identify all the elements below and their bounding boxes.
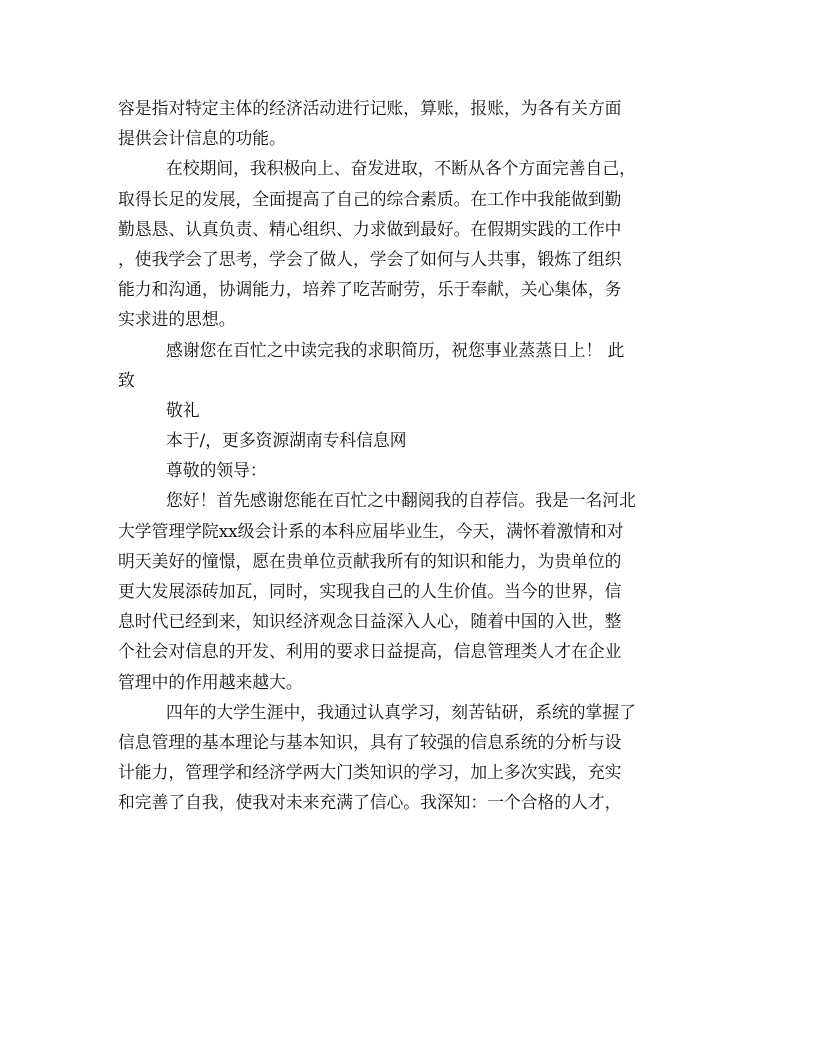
text-line: 您好！首先感谢您能在百忙之中翻阅我的自荐信。我是一名河北 xyxy=(166,490,636,511)
document-body xyxy=(118,93,698,818)
text-line: 容是指对特定主体的经济活动进行记账，算账，报账，为各有关方面 xyxy=(118,98,622,118)
source-note: 本于/，更多资源湖南专科信息网 xyxy=(166,430,407,451)
text-line: 四年的大学生涯中，我通过认真学习，刻苦钻研，系统的掌握了 xyxy=(166,701,636,722)
text-line: 息时代已经到来，知识经济观念日益深入人心，随着中国的入世，整 xyxy=(118,611,622,632)
text-line: 和完善了自我，使我对未来充满了信心。我深知：一个合格的人才， xyxy=(118,792,622,813)
text-line: 实求进的思想。 xyxy=(118,309,236,330)
text-line: 更大发展添砖加瓦，同时，实现我自己的人生价值。当今的世界，信 xyxy=(118,581,622,601)
text-line: 信息管理的基本理论与基本知识，具有了较强的信息系统的分析与设 xyxy=(118,731,622,752)
text-line: 明天美好的憧憬，愿在贵单位贡献我所有的知识和能力，为贵单位的 xyxy=(118,550,622,571)
text-line: 勤恳恳、认真负责、精心组织、力求做到最好。在假期实践的工作中 xyxy=(118,218,622,239)
text-line: 计能力，管理学和经济学两大门类知识的学习，加上多次实践，充实 xyxy=(118,762,622,783)
closing-salutation: 敬礼 xyxy=(166,399,200,420)
text-line: 个社会对信息的开发、利用的要求日益提高，信息管理类人才在企业 xyxy=(118,641,622,662)
text-line: 大学管理学院xx级会计系的本科应届毕业生，今天，满怀着激情和对 xyxy=(118,520,624,541)
text-line: 感谢您在百忙之中读完我的求职简历，祝您事业蒸蒸日上！ 此 xyxy=(166,339,625,360)
text-line: 提供会计信息的功能。 xyxy=(118,128,286,149)
greeting: 尊敬的领导： xyxy=(166,460,267,481)
text-line: ，使我学会了思考，学会了做人，学会了如何与人共事，锻炼了组织 xyxy=(118,248,622,269)
text-line: 在校期间，我积极向上、奋发进取，不断从各个方面完善自己， xyxy=(166,158,636,179)
text-line: 管理中的作用越来越大。 xyxy=(118,671,303,692)
text-line: 能力和沟通，协调能力，培养了吃苦耐劳，乐于奉献，关心集体，务 xyxy=(118,279,622,300)
text-line: 致 xyxy=(118,369,135,390)
text-line: 取得长足的发展，全面提高了自己的综合素质。在工作中我能做到勤 xyxy=(118,188,622,209)
